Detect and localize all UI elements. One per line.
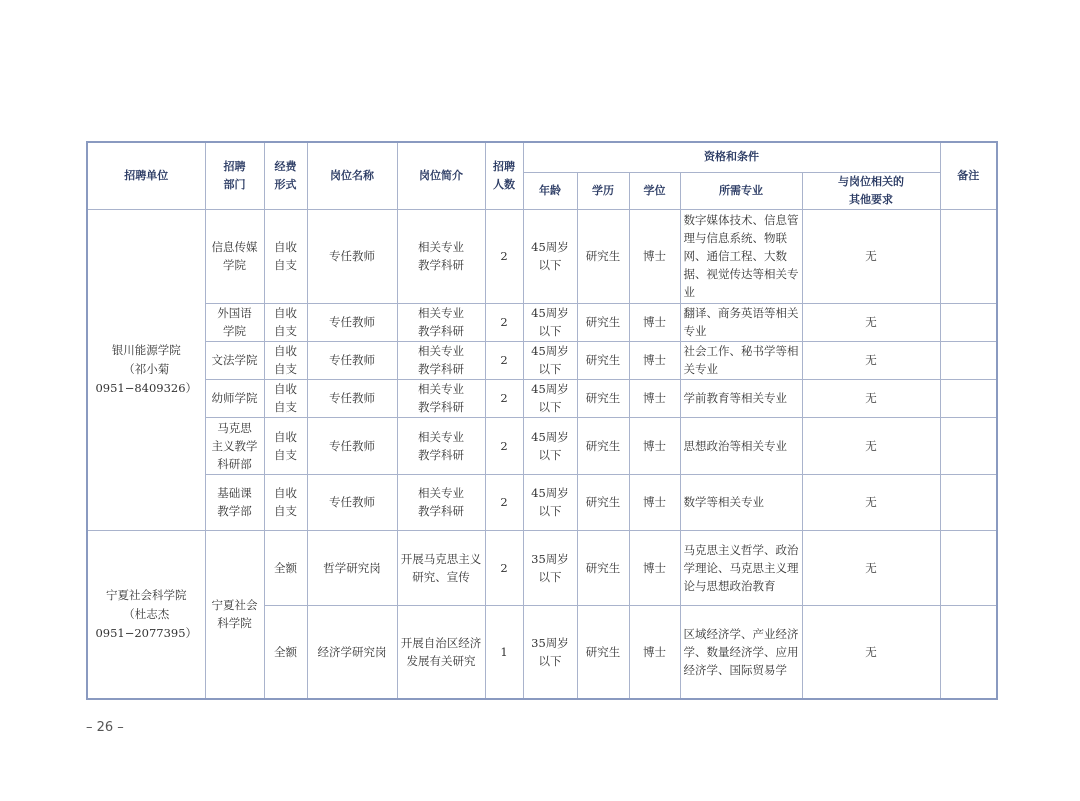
header-major: 所需专业	[680, 172, 802, 209]
major-cell: 区域经济学、产业经济学、数量经济学、应用经济学、国际贸易学	[680, 605, 802, 699]
page-number: – 26 –	[86, 720, 124, 735]
recruitment-table	[86, 141, 998, 700]
other-cell: 无	[802, 605, 940, 699]
degree-cell: 博士	[629, 341, 680, 379]
unit-phone: 0951−8409326）	[95, 381, 198, 395]
count-cell: 2	[485, 209, 523, 303]
funding-cell: 自收 自支	[264, 474, 307, 530]
unit-contact: （祁小菊	[123, 362, 170, 376]
unit-name-cell	[87, 209, 205, 530]
table-row	[87, 379, 997, 417]
table-row	[87, 530, 997, 605]
age-cell: 45周岁 以下	[523, 303, 577, 341]
intro-cell: 开展马克思主义 研究、宣传	[397, 530, 485, 605]
table-row	[87, 303, 997, 341]
degree-cell: 博士	[629, 530, 680, 605]
remark-cell	[940, 379, 997, 417]
table-row	[87, 417, 997, 474]
post-cell: 专任教师	[307, 341, 397, 379]
count-cell: 2	[485, 379, 523, 417]
other-cell: 无	[802, 379, 940, 417]
post-cell: 专任教师	[307, 209, 397, 303]
header-dept: 招聘 部门	[205, 142, 264, 209]
remark-cell	[940, 605, 997, 699]
age-cell: 35周岁 以下	[523, 530, 577, 605]
edu-cell: 研究生	[577, 530, 629, 605]
remark-cell	[940, 303, 997, 341]
edu-cell: 研究生	[577, 341, 629, 379]
major-cell: 翻译、商务英语等相关专业	[680, 303, 802, 341]
age-cell: 45周岁 以下	[523, 417, 577, 474]
degree-cell: 博士	[629, 605, 680, 699]
degree-cell: 博士	[629, 474, 680, 530]
major-cell: 学前教育等相关专业	[680, 379, 802, 417]
dept-cell: 文法学院	[205, 341, 264, 379]
table-row	[87, 209, 997, 303]
degree-cell: 博士	[629, 303, 680, 341]
degree-cell: 博士	[629, 209, 680, 303]
funding-cell: 自收 自支	[264, 209, 307, 303]
intro-cell: 相关专业 教学科研	[397, 417, 485, 474]
other-cell: 无	[802, 417, 940, 474]
dept-cell: 基础课 教学部	[205, 474, 264, 530]
unit-contact: （杜志杰	[123, 606, 170, 621]
count-cell: 2	[485, 530, 523, 605]
count-cell: 2	[485, 303, 523, 341]
other-cell: 无	[802, 530, 940, 605]
funding-cell: 自收 自支	[264, 417, 307, 474]
dept-cell: 宁夏社会 科学院	[205, 530, 264, 699]
other-cell: 无	[802, 209, 940, 303]
post-cell: 哲学研究岗	[307, 530, 397, 605]
header-qualifications: 资格和条件	[523, 142, 940, 172]
header-remark: 备注	[940, 142, 997, 209]
unit-phone: 0951−2077395）	[95, 625, 198, 640]
degree-cell: 博士	[629, 417, 680, 474]
edu-cell: 研究生	[577, 379, 629, 417]
remark-cell	[940, 341, 997, 379]
count-cell: 2	[485, 341, 523, 379]
age-cell: 45周岁 以下	[523, 474, 577, 530]
funding-cell: 全额	[264, 605, 307, 699]
funding-cell: 自收 自支	[264, 341, 307, 379]
header-unit: 招聘单位	[87, 142, 205, 209]
age-cell: 45周岁 以下	[523, 379, 577, 417]
post-cell: 专任教师	[307, 474, 397, 530]
age-cell: 35周岁 以下	[523, 605, 577, 699]
header-post-intro: 岗位简介	[397, 142, 485, 209]
edu-cell: 研究生	[577, 209, 629, 303]
remark-cell	[940, 474, 997, 530]
unit-name-cell	[87, 530, 205, 699]
count-cell: 1	[485, 605, 523, 699]
edu-cell: 研究生	[577, 605, 629, 699]
edu-cell: 研究生	[577, 303, 629, 341]
edu-cell: 研究生	[577, 417, 629, 474]
post-cell: 专任教师	[307, 379, 397, 417]
remark-cell	[940, 417, 997, 474]
header-other-requirements: 与岗位相关的 其他要求	[802, 172, 940, 209]
major-cell: 数学等相关专业	[680, 474, 802, 530]
post-cell: 专任教师	[307, 417, 397, 474]
header-post-name: 岗位名称	[307, 142, 397, 209]
age-cell: 45周岁 以下	[523, 341, 577, 379]
unit-name: 银川能源学院	[111, 343, 181, 357]
major-cell: 马克思主义哲学、政治学理论、马克思主义理论与思想政治教育	[680, 530, 802, 605]
header-funding: 经费 形式	[264, 142, 307, 209]
remark-cell	[940, 209, 997, 303]
other-cell: 无	[802, 474, 940, 530]
post-cell: 专任教师	[307, 303, 397, 341]
table-row	[87, 474, 997, 530]
recruitment-table-sheet	[86, 141, 996, 700]
major-cell: 数字媒体技术、信息管理与信息系统、物联网、通信工程、大数据、视觉传达等相关专业	[680, 209, 802, 303]
intro-cell: 相关专业 教学科研	[397, 379, 485, 417]
count-cell: 2	[485, 417, 523, 474]
post-cell: 经济学研究岗	[307, 605, 397, 699]
funding-cell: 自收 自支	[264, 379, 307, 417]
dept-cell: 马克思 主义教学 科研部	[205, 417, 264, 474]
degree-cell: 博士	[629, 379, 680, 417]
dept-cell: 幼师学院	[205, 379, 264, 417]
intro-cell: 相关专业 教学科研	[397, 209, 485, 303]
header-degree: 学位	[629, 172, 680, 209]
unit-name: 宁夏社会科学院	[106, 587, 187, 602]
count-cell: 2	[485, 474, 523, 530]
dept-cell: 信息传媒 学院	[205, 209, 264, 303]
header-education: 学历	[577, 172, 629, 209]
age-cell: 45周岁 以下	[523, 209, 577, 303]
header-age: 年龄	[523, 172, 577, 209]
other-cell: 无	[802, 341, 940, 379]
funding-cell: 自收 自支	[264, 303, 307, 341]
intro-cell: 相关专业 教学科研	[397, 341, 485, 379]
edu-cell: 研究生	[577, 474, 629, 530]
remark-cell	[940, 530, 997, 605]
intro-cell: 相关专业 教学科研	[397, 303, 485, 341]
other-cell: 无	[802, 303, 940, 341]
table-row	[87, 341, 997, 379]
funding-cell: 全额	[264, 530, 307, 605]
dept-cell: 外国语 学院	[205, 303, 264, 341]
header-count: 招聘 人数	[485, 142, 523, 209]
major-cell: 思想政治等相关专业	[680, 417, 802, 474]
major-cell: 社会工作、秘书学等相关专业	[680, 341, 802, 379]
intro-cell: 开展自治区经济 发展有关研究	[397, 605, 485, 699]
intro-cell: 相关专业 教学科研	[397, 474, 485, 530]
